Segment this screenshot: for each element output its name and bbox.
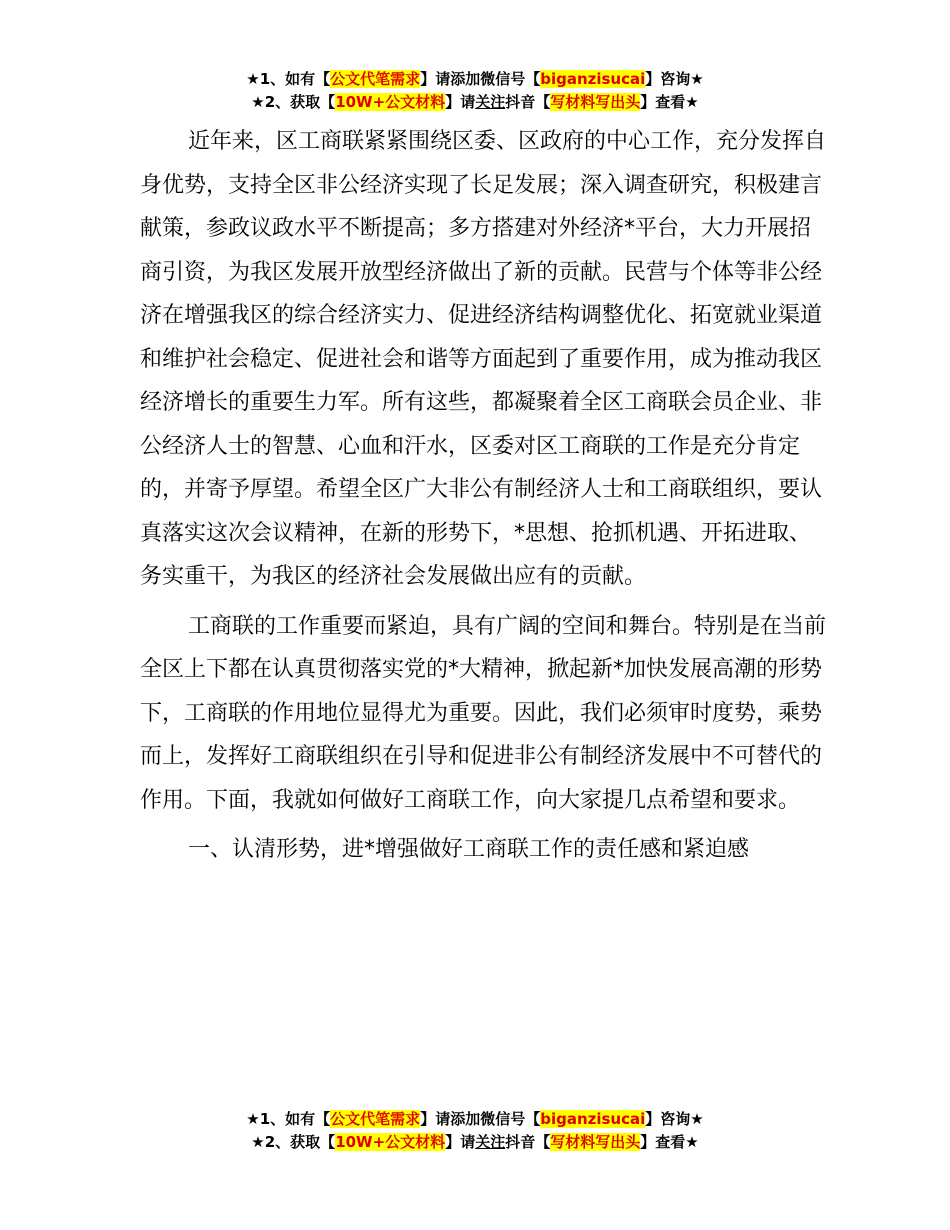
banner-text: 】咨询★ xyxy=(645,70,704,88)
banner-line-1 xyxy=(0,68,950,91)
banner-text: ★1、如有【 xyxy=(246,1110,331,1128)
banner-line-2 xyxy=(0,1131,950,1154)
document-body xyxy=(140,120,830,878)
banner-text: 抖音【 xyxy=(505,93,551,111)
banner-line-1 xyxy=(0,1108,950,1131)
highlight-service: 公文代笔需求 xyxy=(330,1110,421,1128)
banner-text: 】请添加微信号【 xyxy=(420,1110,541,1128)
highlight-wechat-id: biganzisucai xyxy=(540,70,646,88)
underlined-follow: 关注 xyxy=(475,1133,506,1151)
banner-text: ★2、获取【 xyxy=(251,1133,336,1151)
section-heading-1: 一、认清形势，进*增强做好工商联工作的责任感和紧迫感 xyxy=(188,837,750,862)
banner-text: 】查看★ xyxy=(640,93,699,111)
banner-text: 】查看★ xyxy=(640,1133,699,1151)
highlight-materials: 10W+公文材料 xyxy=(335,93,446,111)
banner-text: 抖音【 xyxy=(505,1133,551,1151)
underlined-follow: 关注 xyxy=(475,93,506,111)
banner-text: 】请 xyxy=(445,93,476,111)
paragraph-2: 工商联的工作重要而紧迫，具有广阔的空间和舞台。特别是在当前全区上下都在认真贯彻落实党的*大精神，掀起新*加快发展高潮的形势下，工商联的作用地位显得尤为重要。因此，我们必须审时度势，乘势而上，发挥好工商联组织在引导和促进非公有制经济发展中不可替代的作用。下面，我就如何做好工商联工作，向大家提几点希望和要求。 xyxy=(140,613,827,813)
highlight-materials: 10W+公文材料 xyxy=(335,1133,446,1151)
banner-text: 】请 xyxy=(445,1133,476,1151)
banner-text: 】咨询★ xyxy=(645,1110,704,1128)
banner-text: 】请添加微信号【 xyxy=(420,70,541,88)
highlight-wechat-id: biganzisucai xyxy=(540,1110,646,1128)
paragraph-1: 近年来，区工商联紧紧围绕区委、区政府的中心工作，充分发挥自身优势，支持全区非公经济实现了长足发展；深入调查研究，积极建言献策，参政议政水平不断提高；多方搭建对外经济*平台，大力开展招商引资，为我区发展开放型经济做出了新的贡献。民营与个体等非公经济在增强我区的综合经济实力、促进经济结构调整优化、拓宽就业渠道和维护社会稳定、促进社会和谐等方面起到了重要作用，成为推动我区经济增长的重要生力军。所有这些，都凝聚着全区工商联会员企业、非公经济人士的智慧、心血和汗水，区委对区工商联的工作是充分肯定的，并寄予厚望。希望全区广大非公有制经济人士和工商联组织，要认真落实这次会议精神，在新的形势下，*思想、抢抓机遇、开拓进取、务实重干，为我区的经济社会发展做出应有的贡献。 xyxy=(140,129,827,589)
banner-text: ★2、获取【 xyxy=(251,93,336,111)
highlight-douyin: 写材料写出头 xyxy=(550,93,641,111)
footer-banner xyxy=(0,1108,950,1154)
banner-line-2 xyxy=(0,91,950,114)
highlight-douyin: 写材料写出头 xyxy=(550,1133,641,1151)
banner-text: ★1、如有【 xyxy=(246,70,331,88)
header-banner xyxy=(0,68,950,114)
highlight-service: 公文代笔需求 xyxy=(330,70,421,88)
